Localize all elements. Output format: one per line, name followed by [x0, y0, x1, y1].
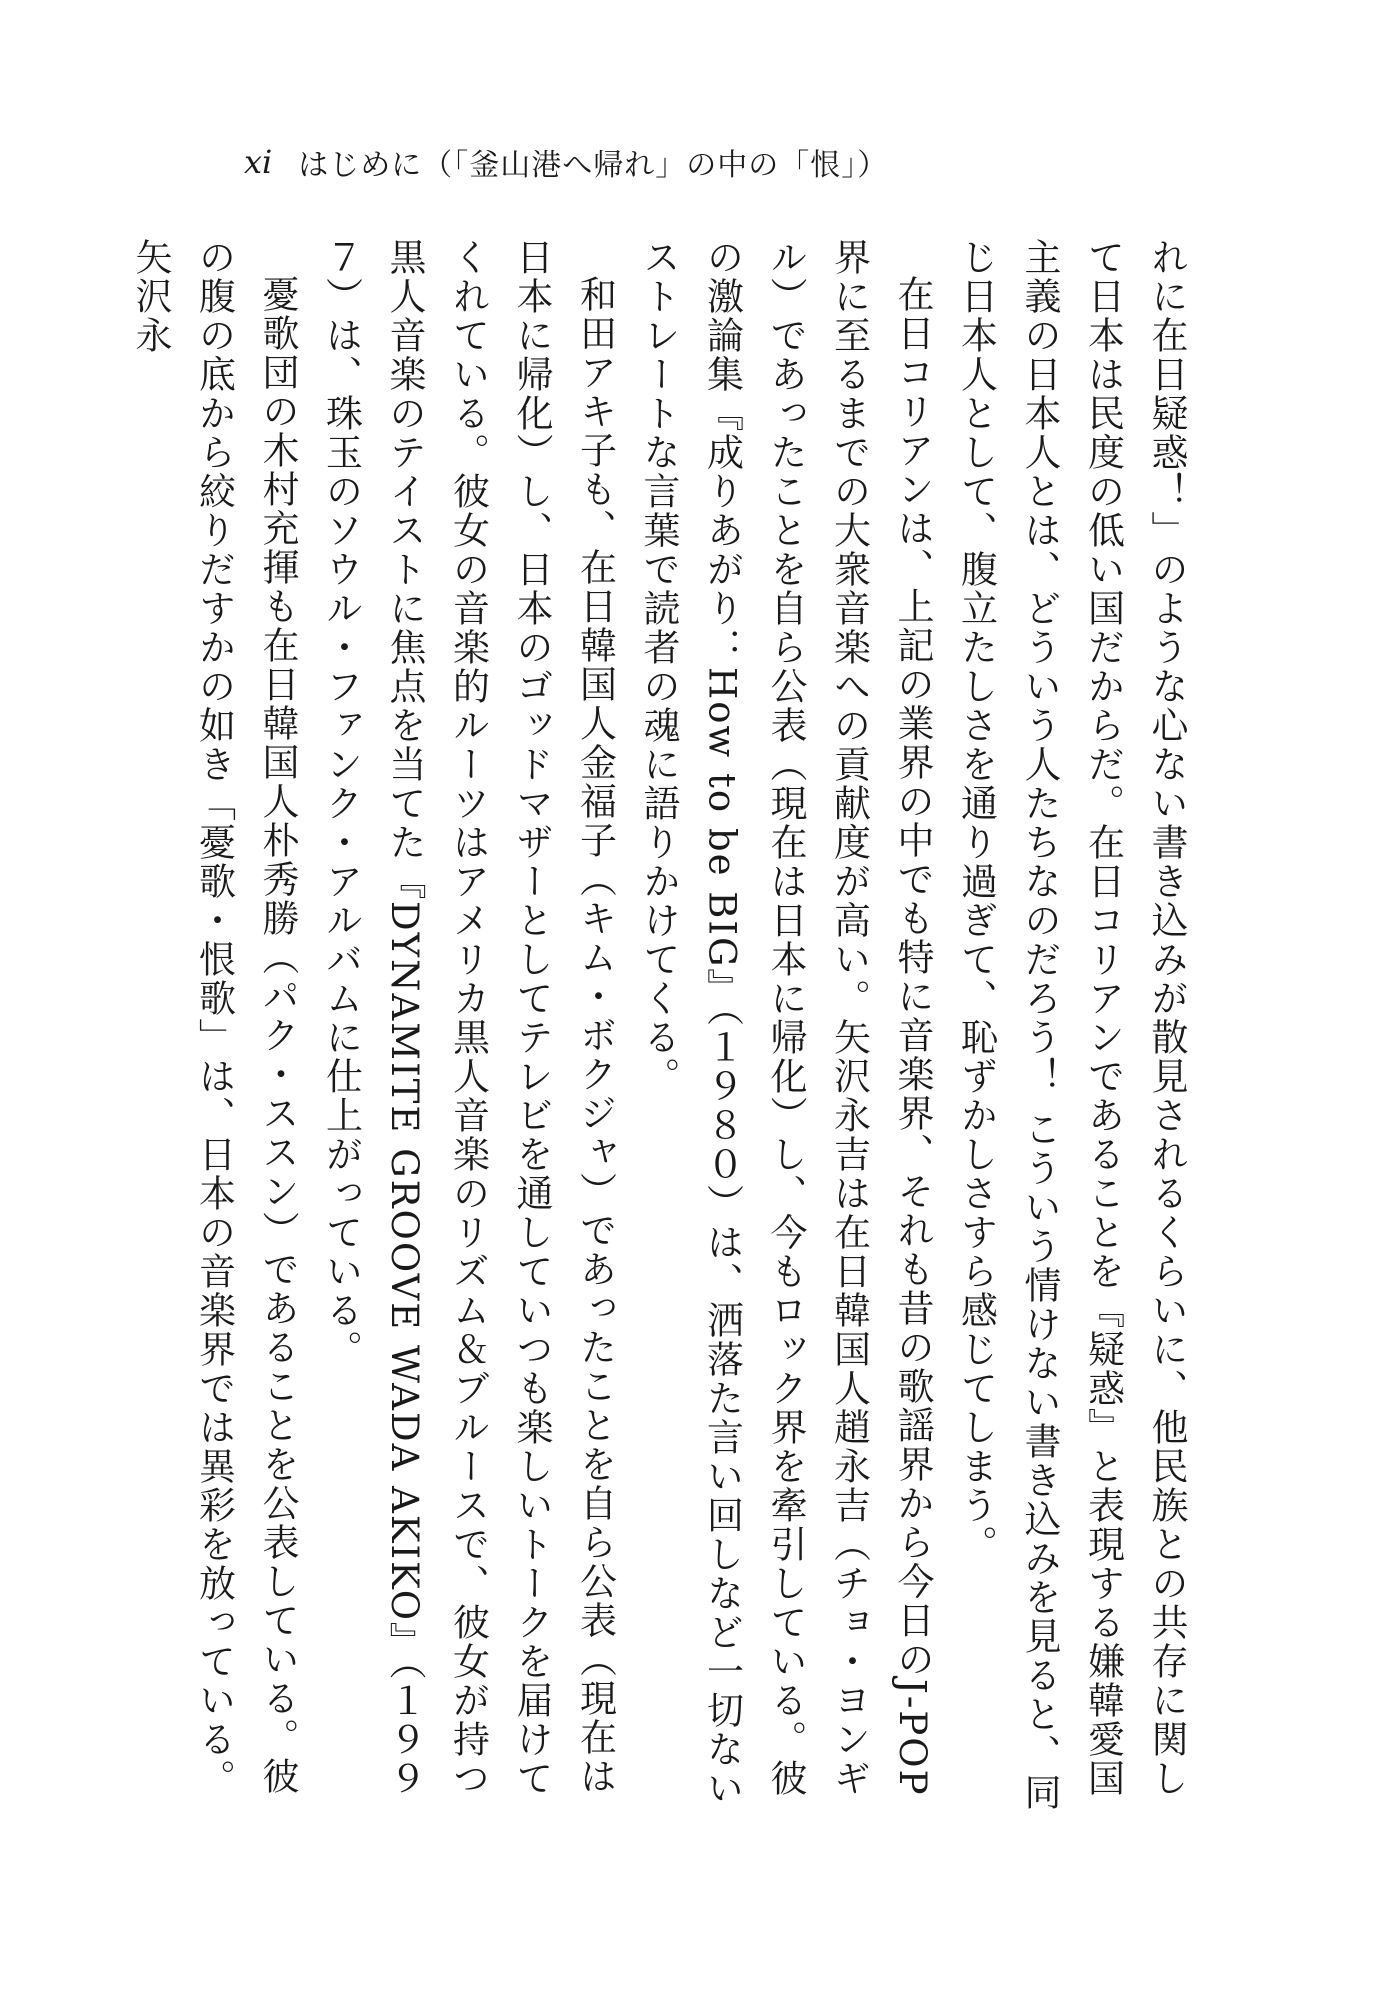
paragraph-continued: れに在日疑惑！」のような心ない書き込みが散見されるくらいに、他民族との共存に関して日本は民度の低い国だからだ。在日コリアンであることを『疑惑』と表現する嫌韓愛国主義の日本人とは、どういう人たちなのだろう！ こういう情けない書き込みを見ると、同じ日本人として、腹立たしさを通り過ぎて、恥ずかしさすら感じてしまう。 [954, 238, 1188, 1812]
running-head [244, 138, 889, 186]
running-head-title: はじめに（「釜山港へ帰れ」の中の「恨」） [298, 148, 889, 183]
paragraph-wada-akiko: 和田アキ子も、在日韓国人金福子（キム・ボクジャ）であったことを自ら公表（現在は日本に帰化）し、日本のゴッドマザーとしてテレビを通していつも楽しいトークを届けてくれている。彼女の音楽的ルーツはアメリカ黒人音楽のリズム＆ブルースで、彼女が持つ黒人音楽のテイストに焦点を当てた『DYNAMITE GROOVE WADA AKIKO』（１９９７）は、珠玉のソウル・ファンク・アルバムに仕上がっている。 [319, 238, 617, 1799]
paragraph-zainichi-music: 在日コリアンは、上記の業界の中でも特に音楽界、それも昔の歌謡界から今日のJ-POP界に至るまでの大衆音楽への貢献度が高い。矢沢永吉は在日韓国人趙永吉（チョ・ヨンギル）であったことを自ら公表（現在は日本に帰化）し、今もロック界を牽引している。彼の激論集『成りあがり：How to be BIG』（１９８０）は、洒落た言い回しなど一切ないストレートな言葉で読者の魂に語りかけてくる。 [637, 238, 934, 1809]
paragraph-yuukadan: 憂歌団の木村充揮も在日韓国人朴秀勝（パク・ススン）であることを公表している。彼の腹の底から絞りだすかの如き「憂歌・恨歌」は、日本の音楽界では異彩を放っている。矢沢永 [129, 238, 299, 1798]
vertical-text-body [129, 238, 1198, 1818]
page-number: xi [244, 143, 273, 181]
